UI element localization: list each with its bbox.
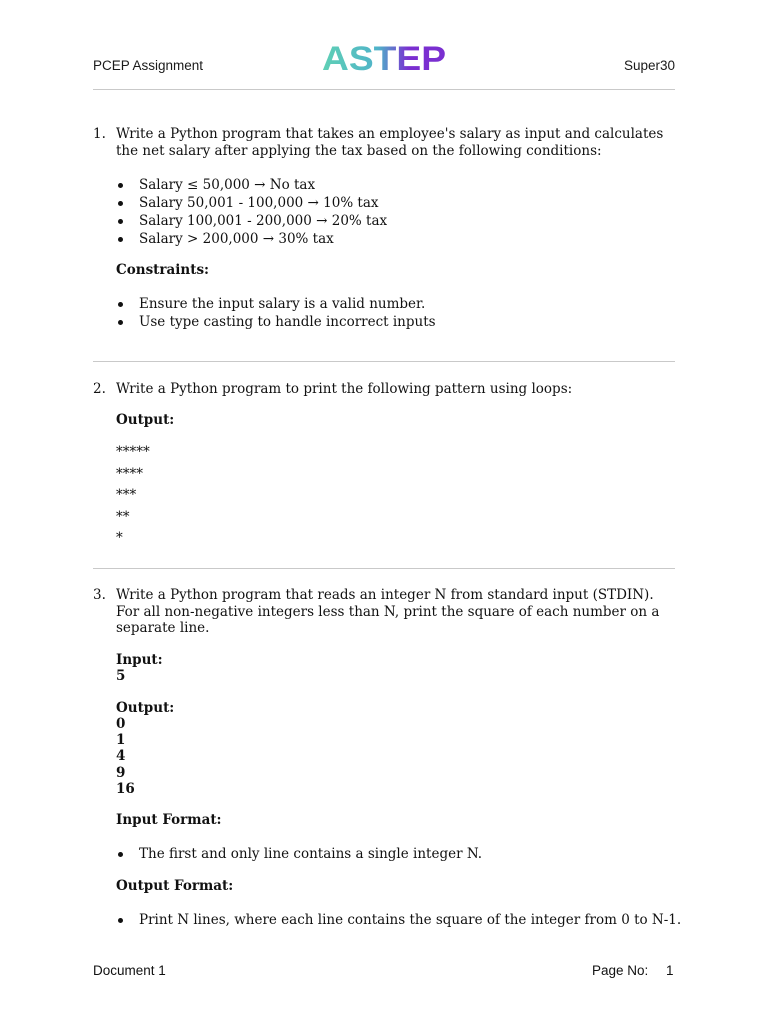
pattern-line: ***** [116,444,150,460]
q2-number: 2. [93,381,106,397]
list-item: Salary 50,001 - 100,000 → 10% tax [116,194,387,212]
footer-page-label: Page No: [592,963,649,978]
q1-conditions-list [116,176,387,248]
output-value: 16 [116,781,135,797]
pattern-line: ** [116,509,130,525]
output-value: 0 [116,716,126,732]
q1-text [116,126,676,159]
q1-number: 1. [93,126,106,142]
list-item: Print N lines, where each line contains the square of the integer from 0 to N-1. [116,911,681,929]
q3-line: For all non-negative integers less than N, print the square of each number on a [116,603,660,620]
footer-page-number: 1 [666,963,674,978]
section-divider [93,361,675,362]
q3-text [116,587,676,637]
q3-line: separate line. [116,620,210,636]
q3-number: 3. [93,587,106,603]
svg-text:ASTEP: ASTEP [322,40,446,74]
q3-input-format-list [116,845,482,863]
q1-line: the net salary after applying the tax based on the following conditions: [116,142,602,159]
list-item: The first and only line contains a single integer N. [116,845,482,863]
header-divider [93,89,675,90]
pattern-line: **** [116,466,143,482]
list-item: Ensure the input salary is a valid number. [116,295,436,313]
q3-input-format-heading: Input Format: [116,812,222,828]
pattern-line: * [116,530,123,546]
list-item: Salary 100,001 - 200,000 → 20% tax [116,212,387,230]
q3-input-heading: Input: [116,652,163,668]
q3-input-value: 5 [116,668,126,684]
pattern-line: *** [116,487,137,503]
list-item: Use type casting to handle incorrect inputs [116,313,436,331]
output-value: 4 [116,748,126,764]
list-item: Salary > 200,000 → 30% tax [116,230,387,248]
q3-output-heading: Output: [116,700,175,716]
output-value: 9 [116,765,126,781]
footer-document: Document 1 [93,963,166,978]
q1-constraints-list [116,295,436,331]
header-title: PCEP Assignment [93,58,204,73]
q1-constraints-heading: Constraints: [116,262,210,278]
q2-text: Write a Python program to print the following pattern using loops: [116,381,573,397]
q3-line: Write a Python program that reads an integer N from standard input (STDIN). [116,587,654,603]
astep-logo [322,40,446,74]
q3-output-format-heading: Output Format: [116,878,234,894]
q2-output-heading: Output: [116,412,175,428]
header-course: Super30 [623,58,675,73]
list-item: Salary ≤ 50,000 → No tax [116,176,387,194]
q3-output-format-list [116,911,681,929]
section-divider [93,568,675,569]
output-value: 1 [116,732,126,748]
q1-line: Write a Python program that takes an employee's salary as input and calculates [116,126,664,142]
